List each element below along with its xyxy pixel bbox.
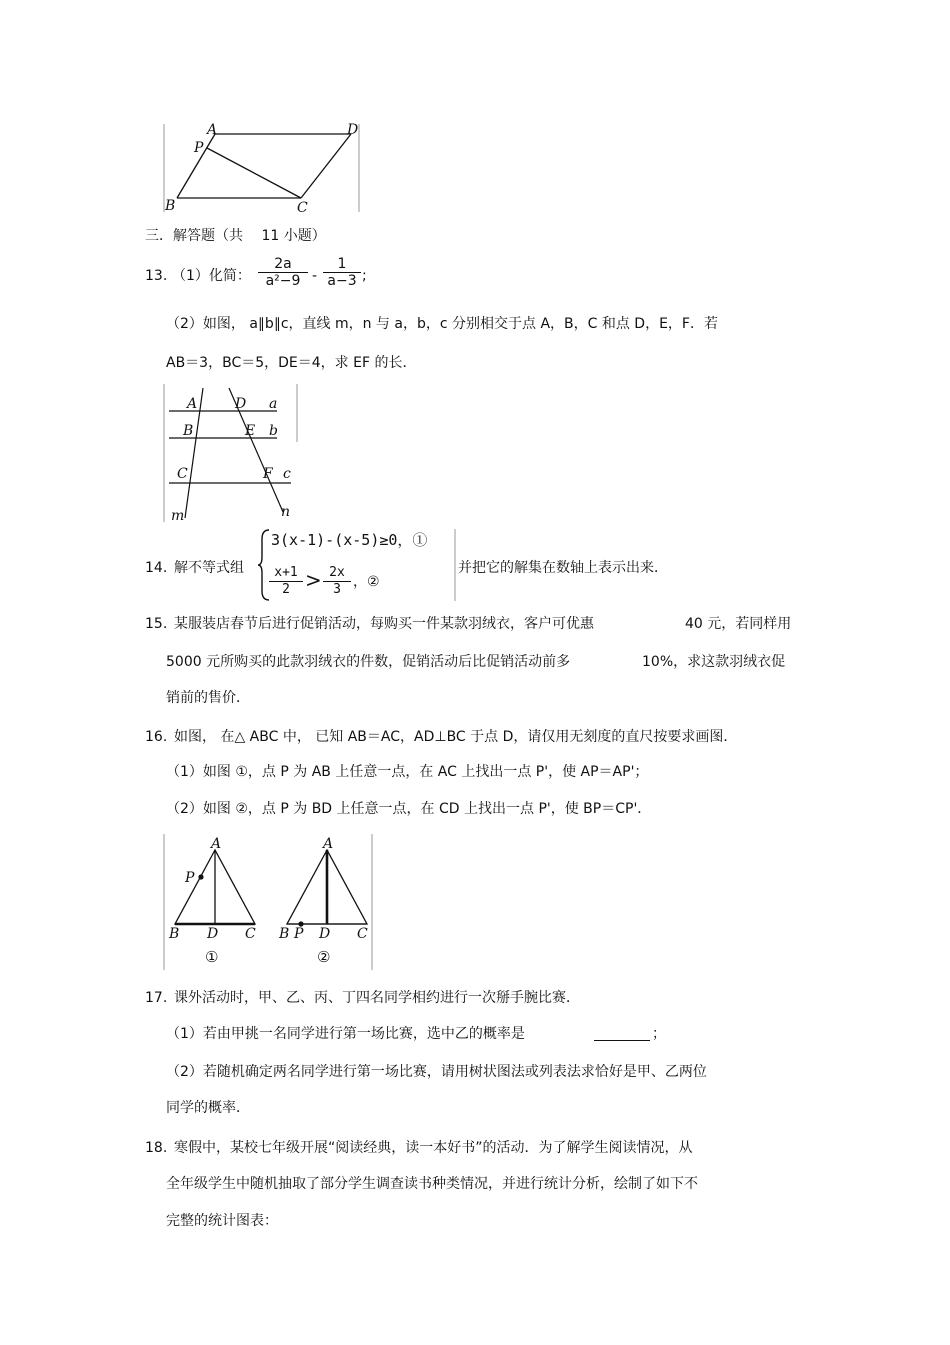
label-a-point: A xyxy=(187,396,198,412)
q14-suffix: 并把它的解集在数轴上表示出来． xyxy=(458,560,668,576)
label-a: A xyxy=(207,122,218,138)
q18-line1: 寒假中，某校七年级开展“阅读经典，读一本好书”的活动．为了解学生阅读情况，从 xyxy=(174,1140,693,1156)
t1-label-b: B xyxy=(169,926,180,942)
q13-part2-line1: （2）如图， a∥b∥c，直线 m，n 与 a，b，c 分别相交于点 A，B，C 和点 D，E，F．若 xyxy=(166,316,718,332)
q14-inequality-1: 3(x-1)-(x-5)≥0，① xyxy=(271,531,428,549)
parallelogram-svg xyxy=(163,122,363,214)
q18-line3: 完整的统计图表： xyxy=(166,1213,278,1229)
label-c-line: c xyxy=(283,466,291,482)
q14-frac-right-num: 2x xyxy=(323,565,351,582)
q15-number: 15. xyxy=(145,616,168,632)
t1-label-a: A xyxy=(211,836,222,852)
label-e-point: E xyxy=(245,423,256,439)
q15-line2: 5000 元所购买的此款羽绒衣的件数，促销活动后比促销活动前多 xyxy=(166,654,571,670)
q17-answer-blank[interactable] xyxy=(594,1026,650,1041)
label-d: D xyxy=(347,122,359,138)
q15-line1: 某服装店春节后进行促销活动，每购买一件某款羽绒衣，客户可优惠 xyxy=(174,616,594,632)
q14-frac-left-num: x+1 xyxy=(269,565,303,582)
t2-label-c: C xyxy=(357,926,368,942)
t2-label-a: A xyxy=(323,836,334,852)
q13-fraction-1 xyxy=(258,256,308,289)
label-m-line: m xyxy=(171,508,185,524)
q13-frac2-numerator: 1 xyxy=(323,256,361,273)
section-title: 三．解答题（共 11 小题） xyxy=(145,228,326,244)
label-b-point: B xyxy=(183,423,194,439)
q14-inequality-system xyxy=(257,527,457,603)
label-a-line: a xyxy=(269,396,278,412)
t1-label-p: P xyxy=(185,870,195,886)
q17-line4: 同学的概率． xyxy=(166,1100,250,1116)
q13-number: 13. xyxy=(145,268,168,284)
q14-gt-sign: > xyxy=(305,568,322,592)
q14-frac-right-den: 3 xyxy=(333,582,341,597)
t2-label-b: B xyxy=(279,926,290,942)
q13-fraction-2 xyxy=(323,256,361,289)
q16-line1: 如图， 在△ ABC 中， 已知 AB＝AC，AD⊥BC 于点 D，请仅用无刻度的直尺按要求画图． xyxy=(174,729,738,745)
label-n-line: n xyxy=(281,504,291,520)
label-f-point: F xyxy=(263,466,273,482)
q14-inequality-2-tail: ，② xyxy=(353,574,380,590)
q13-part2-line2: AB＝3，BC＝5，DE＝4，求 EF 的长． xyxy=(166,355,417,371)
q17-line3: （2）若随机确定两名同学进行第一场比赛，请用树状图法或列表法求恰好是甲、乙两位 xyxy=(166,1064,707,1080)
q15-line1-tail: 40 元，若同样用 xyxy=(685,616,792,632)
label-b-line: b xyxy=(269,423,278,439)
q13-semicolon: ; xyxy=(362,268,367,284)
q16-line3: （2）如图 ②，点 P 为 BD 上任意一点，在 CD 上找出一点 P'，使 BP＝CP'． xyxy=(166,801,652,817)
label-b: B xyxy=(165,198,176,214)
t1-label-d: D xyxy=(207,926,219,942)
figure-triangles xyxy=(163,832,375,972)
q13-frac2-denominator: a−3 xyxy=(327,273,357,289)
left-brace xyxy=(258,530,269,600)
t2-label-p: P xyxy=(294,926,304,942)
t2-label-d: D xyxy=(319,926,331,942)
triangles-svg xyxy=(163,832,375,972)
q17-number: 17. xyxy=(145,990,168,1006)
q14-number: 14. xyxy=(145,560,168,576)
q16-line2: （1）如图 ①，点 P 为 AB 上任意一点，在 AC 上找出一点 P'，使 AP＝AP'； xyxy=(166,764,649,780)
q17-line2: （1）若由甲挑一名同学进行第一场比赛，选中乙的概率是 xyxy=(166,1026,525,1042)
q18-number: 18. xyxy=(145,1140,168,1156)
t1-label-c: C xyxy=(245,926,256,942)
t1-caption: ① xyxy=(205,948,219,966)
q14-frac-left-den: 2 xyxy=(282,582,290,597)
q14-frac-left xyxy=(269,565,303,598)
q18-line2: 全年级学生中随机抽取了部分学生调查读书种类情况，并进行统计分析，绘制了如下不 xyxy=(166,1176,698,1192)
parallel-lines-svg xyxy=(163,382,303,524)
q13-minus: - xyxy=(312,268,318,284)
q14-prefix: 解不等式组 xyxy=(174,560,244,576)
figure-parallel-lines xyxy=(163,382,303,524)
t2-caption: ② xyxy=(317,948,331,966)
segment-pc xyxy=(207,148,301,198)
q17-line1: 课外活动时，甲、乙、丙、丁四名同学相约进行一次掰手腕比赛． xyxy=(174,990,580,1006)
q15-line2-tail: 10%，求这款羽绒衣促 xyxy=(642,654,786,670)
q14-frac-right xyxy=(323,565,351,598)
segment-cd xyxy=(301,134,351,198)
q13-part1-prefix: （1）化简： xyxy=(172,268,251,284)
q15-line3: 销前的售价． xyxy=(166,690,250,706)
q13-frac1-numerator: 2a xyxy=(258,256,308,273)
q17-line2-tail: ； xyxy=(652,1026,666,1042)
q16-number: 16. xyxy=(145,729,168,745)
figure-parallelogram xyxy=(163,122,363,214)
triangle-1-point-p xyxy=(198,874,203,879)
label-c: C xyxy=(297,200,308,214)
q13-frac1-denominator: a²−9 xyxy=(265,273,301,289)
label-d-point: D xyxy=(235,396,247,412)
label-p: P xyxy=(194,140,204,156)
label-c-point: C xyxy=(177,466,188,482)
